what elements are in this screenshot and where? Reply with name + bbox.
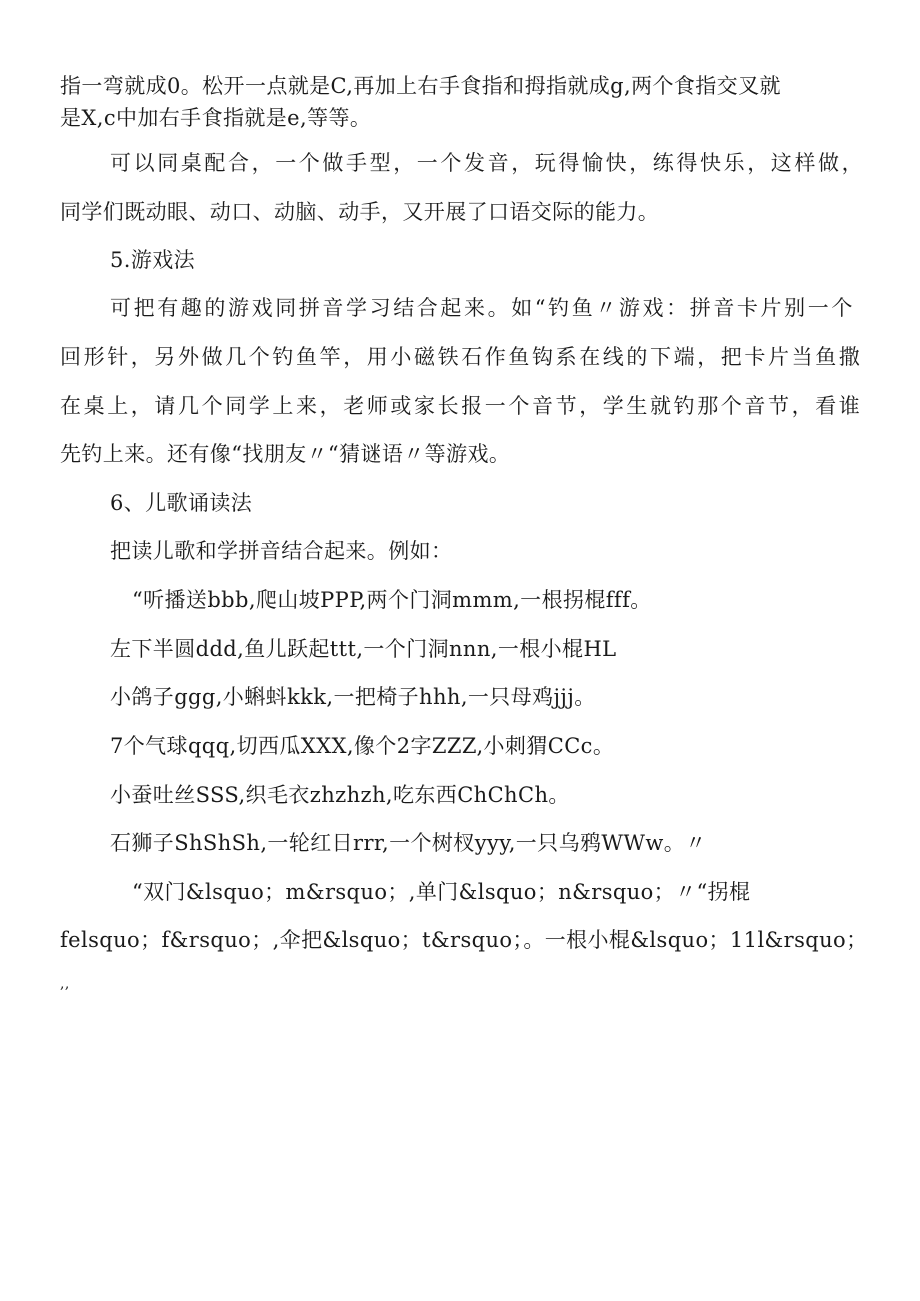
- entity-text-line-2: felsquo；f&rsquo；,伞把&lsquo；t&rsquo；。一根小棍&lsquo；11l&rsquo；: [60, 928, 868, 952]
- paragraph-line-3: 可以同桌配合，一个做手型，一个发音，玩得愉快，练得快乐，这样做，: [110, 151, 866, 175]
- entity-text-line-1: “双门&lsquo；m&rsquo；,单门&lsquo；n&rsquo；〃“拐棍: [132, 880, 751, 904]
- rhyme-line-6: 石狮子ShShSh,一轮红日rrr,一个树杈yyy,一只乌鸦WWw。〃: [110, 831, 707, 855]
- paragraph-line-1: 指一弯就成0。松开一点就是C,再加上右手食指和拇指就成g,两个食指交叉就: [60, 74, 781, 98]
- rhyme-line-3: 小鸽子ggg,小蝌蚪kkk,一把椅子hhh,一只母鸡jjj。: [110, 685, 596, 709]
- paragraph-line-2: 是X,c中加右手食指就是e,等等。: [60, 106, 372, 130]
- section-heading-game-method: 5.游戏法: [110, 248, 196, 272]
- rhyme-line-1: “听播送bbb,爬山坡PPP,两个门洞mmm,一根拐棍fff。: [132, 588, 652, 612]
- paragraph-line-4: 同学们既动眼、动口、动脑、动手，又开展了口语交际的能力。: [60, 200, 660, 224]
- paragraph-line-7: 在桌上，请几个同学上来，老师或家长报一个音节，学生就钓那个音节，看谁: [60, 394, 863, 418]
- rhyme-line-4: 7个气球qqq,切西瓜XXX,像个2字ZZZ,小刺猬CCc。: [110, 734, 615, 758]
- trailing-marks: ,,: [60, 976, 70, 992]
- section-heading-nursery-rhyme: 6、儿歌诵读法: [110, 491, 253, 515]
- paragraph-line-5: 可把有趣的游戏同拼音学习结合起来。如“钓鱼〃游戏：拼音卡片别一个: [110, 296, 855, 320]
- rhyme-line-2: 左下半圆ddd,鱼儿跃起ttt,一个门洞nnn,一根小棍HL: [110, 637, 617, 661]
- paragraph-line-9: 把读儿歌和学拼音结合起来。例如：: [110, 539, 453, 563]
- rhyme-line-5: 小蚕吐丝SSS,织毛衣zhzhzh,吃东西ChChCh。: [110, 783, 570, 807]
- paragraph-line-6: 回形针，另外做几个钓鱼竿，用小磁铁石作鱼钩系在线的下端，把卡片当鱼撒: [60, 345, 863, 369]
- paragraph-line-8: 先钓上来。还有像“找朋友〃“猜谜语〃等游戏。: [60, 442, 511, 466]
